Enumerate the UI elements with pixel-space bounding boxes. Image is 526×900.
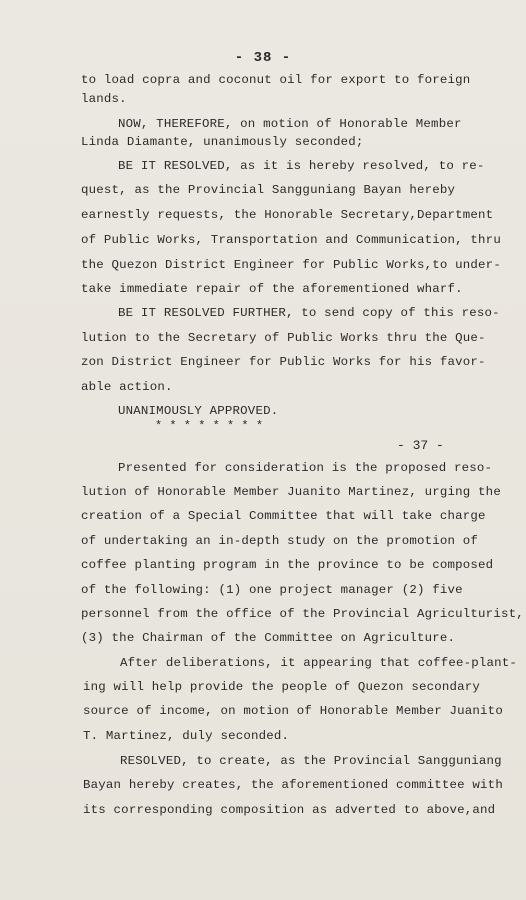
text-line: the Quezon District Engineer for Public Works,to under-	[81, 258, 501, 272]
text-line: Linda Diamante, unanimously seconded;	[81, 135, 364, 149]
text-line: zon District Engineer for Public Works for his favor-	[81, 355, 486, 369]
text-line: lands.	[81, 92, 127, 106]
text-line: lution to the Secretary of Public Works thru the Que-	[81, 331, 486, 345]
text-line: to load copra and coconut oil for export to foreign	[81, 73, 471, 87]
section-number: - 37 -	[397, 438, 444, 453]
text-line: RESOLVED, to create, as the Provincial Sangguniang	[120, 754, 502, 768]
text-line: UNANIMOUSLY APPROVED.	[118, 404, 279, 418]
text-line: lution of Honorable Member Juanito Martinez, urging the	[81, 485, 501, 499]
text-line: source of income, on motion of Honorable Member Juanito	[83, 704, 503, 718]
text-line: of Public Works, Transportation and Communication, thru	[81, 233, 501, 247]
text-line: ing will help provide the people of Quezon secondary	[83, 680, 481, 694]
text-line: T. Martinez, duly seconded.	[83, 729, 290, 743]
text-line: Presented for consideration is the proposed reso-	[118, 461, 493, 475]
text-line: creation of a Special Committee that will take charge	[81, 509, 486, 523]
page-number: - 38 -	[234, 50, 292, 66]
text-line: After deliberations, it appearing that coffee-plant-	[120, 656, 518, 670]
text-line: quest, as the Provincial Sangguniang Bayan hereby	[81, 183, 456, 197]
text-line: take immediate repair of the aforementioned wharf.	[81, 282, 463, 296]
text-line: coffee planting program in the province to be composed	[81, 558, 494, 572]
text-line: earnestly requests, the Honorable Secretary,Department	[81, 208, 494, 222]
text-line: NOW, THEREFORE, on motion of Honorable Member	[118, 117, 462, 131]
text-line: BE IT RESOLVED, as it is hereby resolved, to re-	[118, 159, 485, 173]
text-line: (3) the Chairman of the Committee on Agriculture.	[81, 631, 456, 645]
text-line: of undertaking an in-depth study on the promotion of	[81, 534, 479, 548]
separator-stars: * * * * * * * *	[155, 419, 264, 433]
text-line: of the following: (1) one project manager (2) five	[81, 583, 463, 597]
text-line: its corresponding composition as adverted to above,and	[83, 803, 496, 817]
text-line: able action.	[81, 380, 173, 394]
text-line: Bayan hereby creates, the aforementioned committee with	[83, 778, 503, 792]
text-line: personnel from the office of the Provincial Agriculturist,	[81, 607, 524, 621]
text-line: BE IT RESOLVED FURTHER, to send copy of this reso-	[118, 306, 500, 320]
